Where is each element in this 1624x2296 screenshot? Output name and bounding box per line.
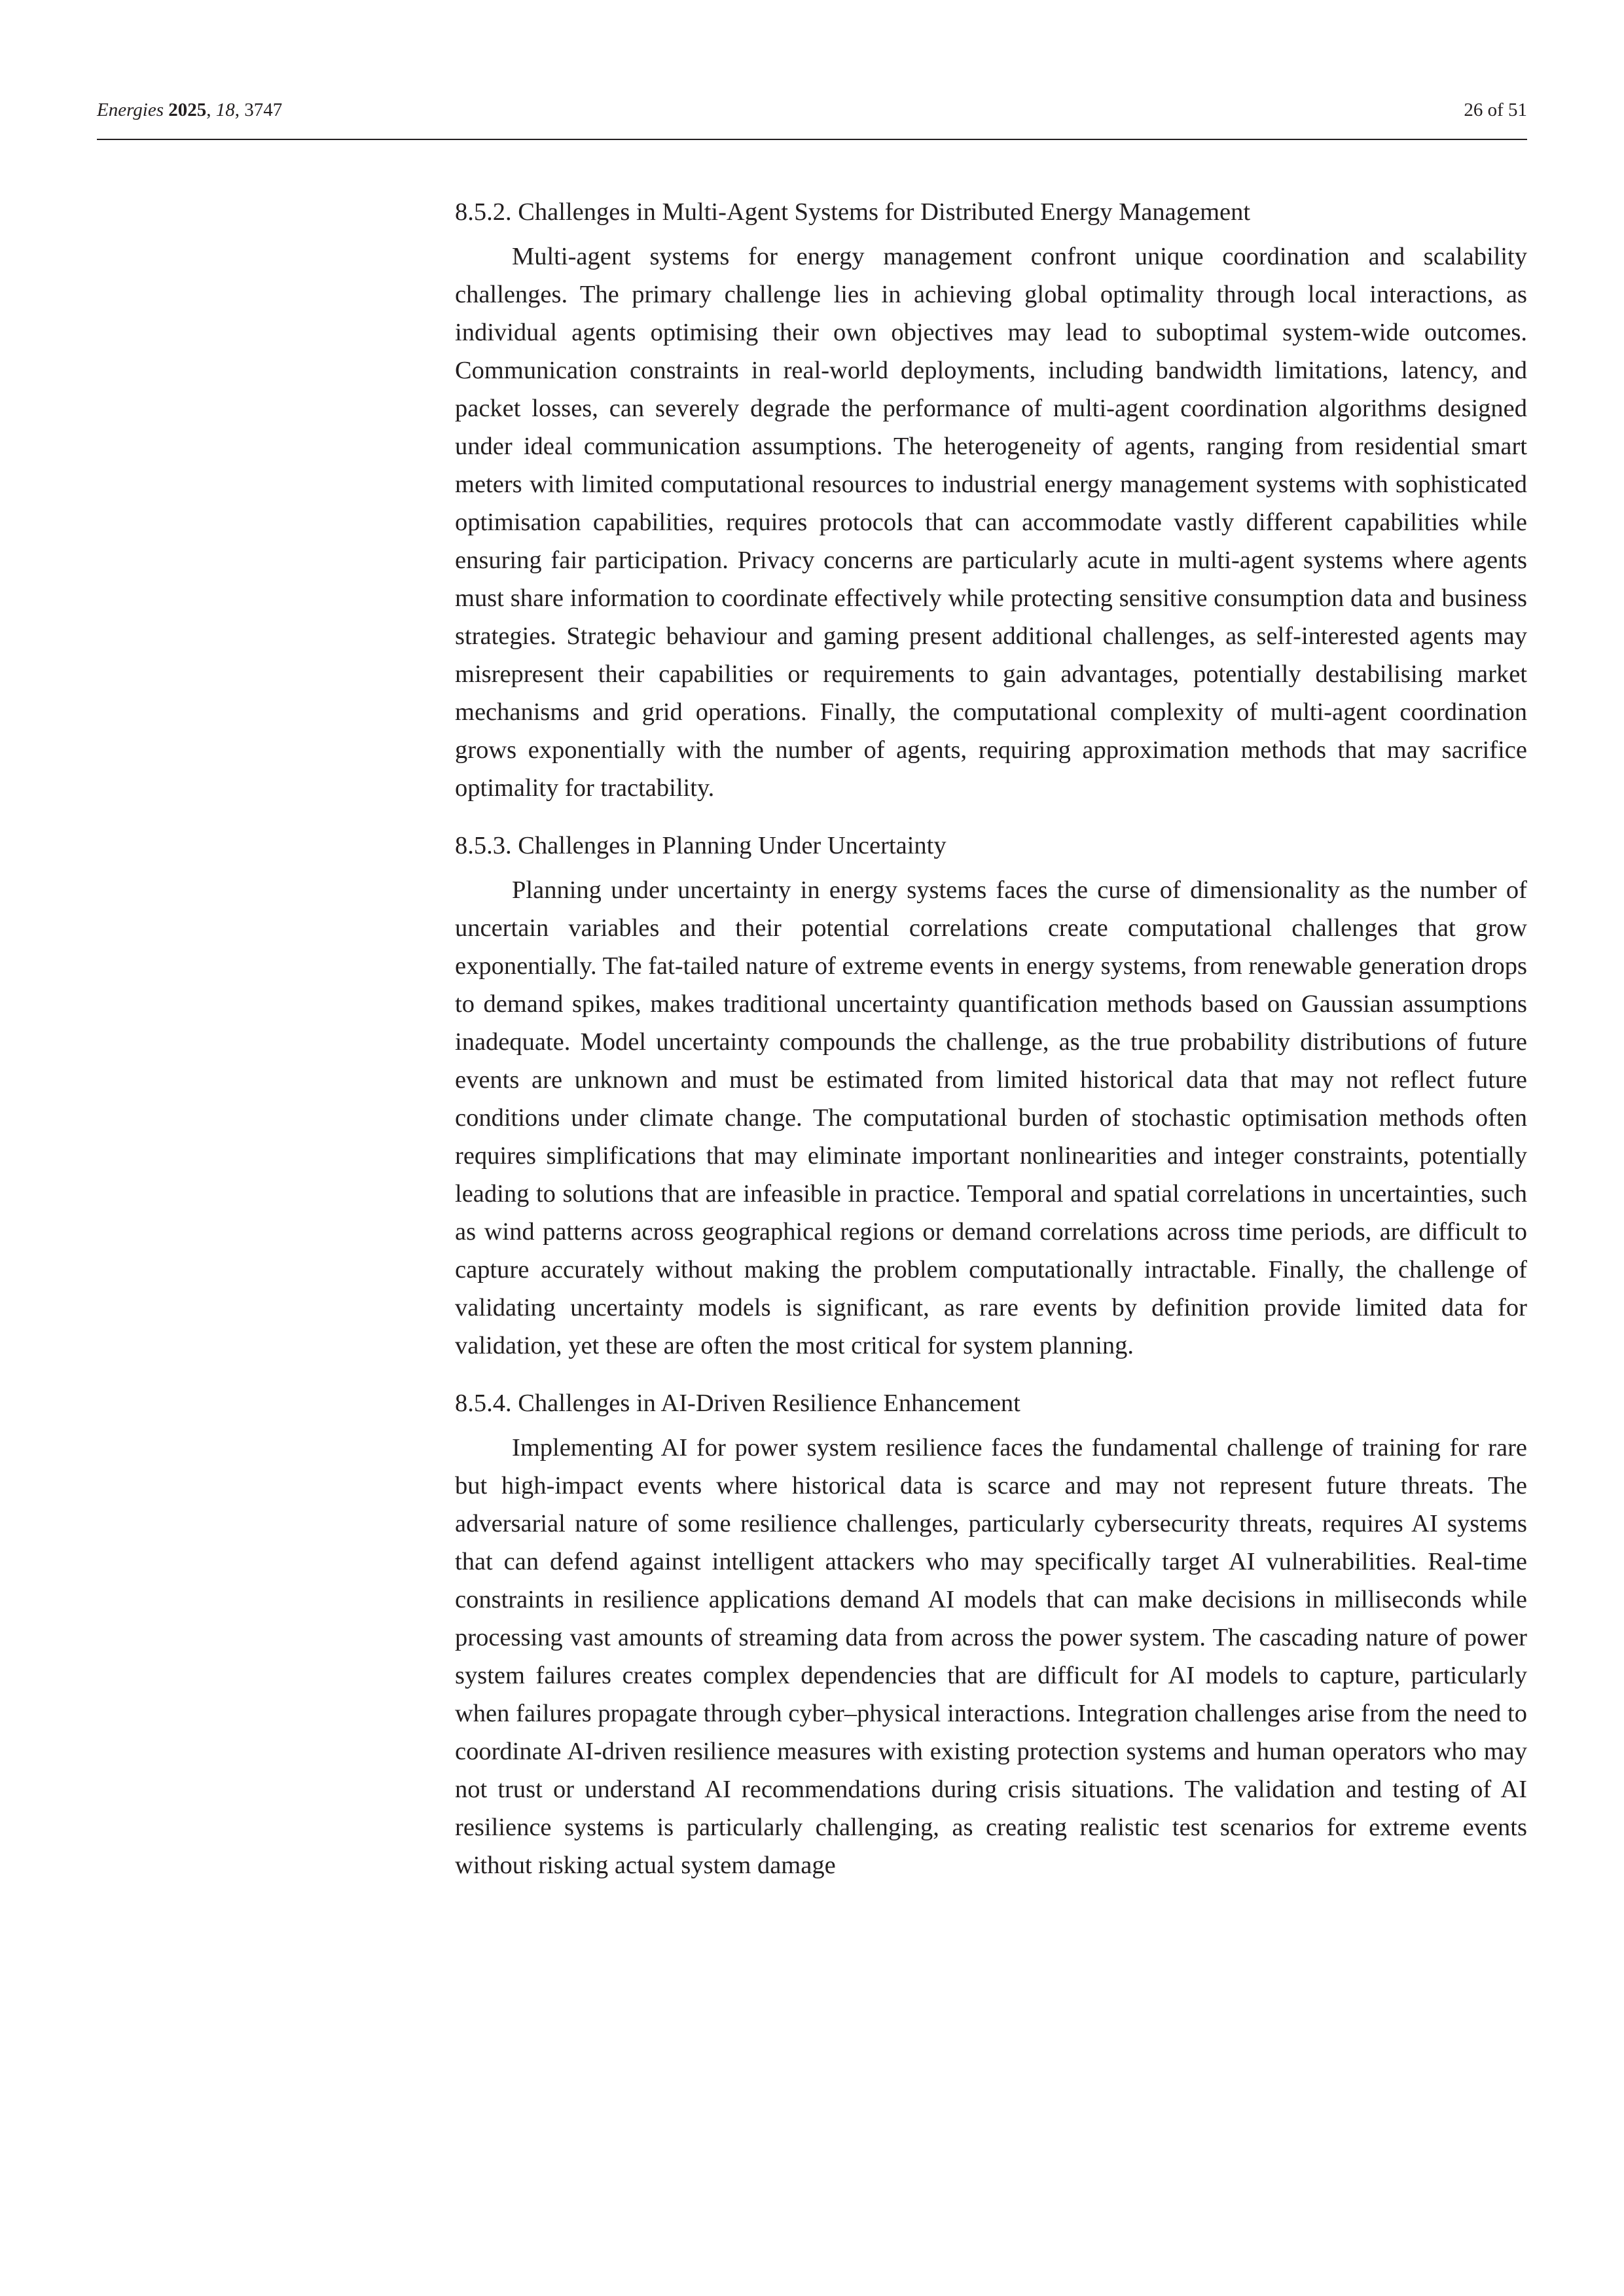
journal-volume: 18: [215, 99, 235, 120]
page-number: 26 of 51: [1464, 99, 1527, 120]
main-text: [455, 193, 1527, 1884]
running-header: [97, 90, 1527, 130]
section-8-5-2: [455, 193, 1527, 807]
section-paragraph: Multi-agent systems for energy management confront unique coordination and scalability challenges. The primary challenge lies in achieving global optimality through local interactions, as individual agents optimising their own objectives may lead to suboptimal system-wide outcomes. Communication constraints in real-world deployments, including bandwidth limitations, latency, and packet losses, can severely degrade the performance of multi-agent coordination algorithms designed under ideal communication assumptions. The heterogeneity of agents, ranging from residential smart meters with limited computational resources to industrial energy management systems with sophisticated optimisation capabilities, requires protocols that can accommodate vastly different capabilities while ensuring fair participation. Privacy concerns are particularly acute in multi-agent systems where agents must share information to coordinate effectively while protecting sensitive consumption data and business strategies. Strategic behaviour and gaming present additional challenges, as self-interested agents may misrepresent their capabilities or requirements to gain advantages, potentially destabilising market mechanisms and grid operations. Finally, the computational complexity of multi-agent coordination grows exponentially with the number of agents, requiring approximation methods that may sacrifice optimality for tractability.: [455, 243, 1527, 802]
section-paragraph: Implementing AI for power system resilience faces the fundamental challenge of training for rare but high-impact events where historical data is scarce and may not represent future threats. The adversarial nature of some resilience challenges, particularly cybersecurity threats, requires AI systems that can defend against intelligent attackers who may specifically target AI vulnerabilities. Real-time constraints in resilience applications demand AI models that can make decisions in milliseconds while processing vast amounts of streaming data from across the power system. The cascading nature of power system failures creates complex dependencies that are difficult for AI models to capture, particularly when failures propagate through cyber–physical interactions. Integration challenges arise from the need to coordinate AI-driven resilience measures with existing protection systems and human operators who may not trust or understand AI recommendations during crisis situations. The validation and testing of AI resilience systems is particularly challenging, as creating realistic test scenarios for extreme events without risking actual system damage: [455, 1434, 1527, 1879]
journal-citation: Energies 2025, 18, 3747: [97, 99, 283, 120]
header-rule: [97, 139, 1527, 140]
section-title: 8.5.3. Challenges in Planning Under Uncertainty: [455, 832, 947, 859]
section-paragraph: Planning under uncertainty in energy systems faces the curse of dimensionality as the number of uncertain variables and their potential correlations create computational challenges that grow exponentially. The fat-tailed nature of extreme events in energy systems, from renewable generation drops to demand spikes, makes traditional uncertainty quantification methods based on Gaussian assumptions inadequate. Model uncertainty compounds the challenge, as the true probability distributions of future events are unknown and must be estimated from limited historical data that may not reflect future conditions under climate change. The computational burden of stochastic optimisation methods often requires simplifications that may eliminate important nonlinearities and integer constraints, potentially leading to solutions that are infeasible in practice. Temporal and spatial correlations in uncertainties, such as wind patterns across geographical regions or demand correlations across time periods, are difficult to capture accurately without making the problem computationally intractable. Finally, the challenge of validating uncertainty models is significant, as rare events by definition provide limited data for validation, yet these are often the most critical for system planning.: [455, 876, 1527, 1359]
section-title: 8.5.2. Challenges in Multi-Agent Systems for Distributed Energy Management: [455, 198, 1251, 226]
section-title: 8.5.4. Challenges in AI-Driven Resilience Enhancement: [455, 1390, 1020, 1417]
section-8-5-4: [455, 1384, 1527, 1884]
journal-year: 2025: [168, 99, 207, 120]
article-number: 3747: [244, 99, 283, 120]
journal-name: Energies: [97, 99, 164, 120]
section-8-5-3: [455, 827, 1527, 1365]
